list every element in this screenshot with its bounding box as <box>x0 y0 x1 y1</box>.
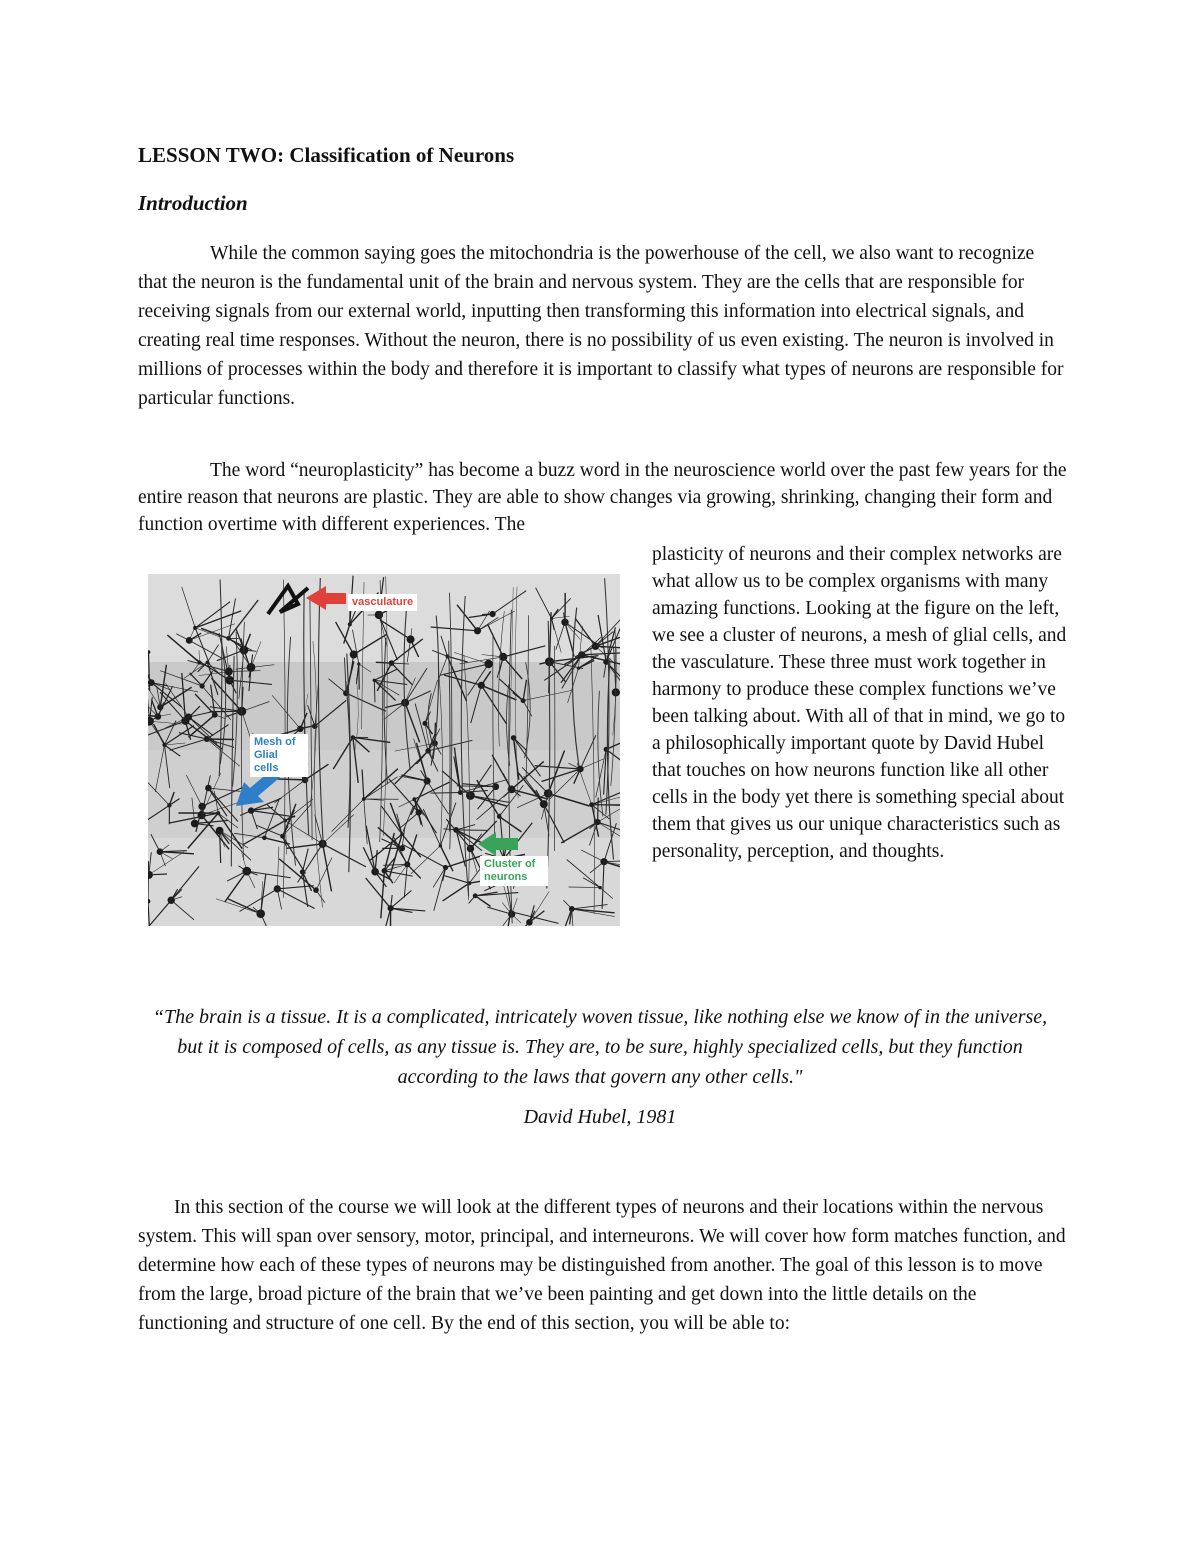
hubel-quote: “The brain is a tissue. It is a complicated, intricately woven tissue, like nothing else we know of in the universe, but it is composed of cells, as any tissue is. They are, to be sure, highly specialized cells, but they function according to the laws that govern any other cells." <box>152 1006 1048 1088</box>
lesson-title: LESSON TWO: Classification of Neurons <box>138 143 515 167</box>
section-overview-paragraph: In this section of the course we will look at the different types of neurons and their locations within the nervous system. This will span over sensory, motor, principal, and interneurons. We will cover how form matches function, and determine how each of these types of neurons may be distinguished from another. The goal of this lesson is to move from the large, broad picture of the brain that we’ve been painting and get down into the little details on the functioning and structure of one cell. By the end of this section, you will be able to: <box>138 1197 1066 1334</box>
vasculature-label: vasculature <box>348 594 417 611</box>
section-heading: Introduction <box>138 191 248 215</box>
neuroplasticity-paragraph-continued: plasticity of neurons and their complex networks are what allow us to be complex organisms with many amazing functions. Looking at the figure on the left, we see a cluster of neurons, a mesh of glial cells, and the vasculature. These three must work together in harmony to produce these complex functions we’ve been talking about. With all of that in mind, we go to a philosophically important quote by David Hubel that touches on how neurons function like all other cells in the body yet there is something special about them that gives us our unique characteristics such as personality, perception, and thoughts. <box>652 544 1067 862</box>
neuron-cluster-label: Cluster of neurons <box>480 856 548 886</box>
quote-attribution: David Hubel, 1981 <box>523 1106 677 1128</box>
glial-cells-label: Mesh of Glial cells <box>250 734 308 777</box>
intro-paragraph: While the common saying goes the mitochondria is the powerhouse of the cell, we also want to recognize that the neuron is the fundamental unit of the brain and nervous system. They are the cells that are responsible for receiving signals from our external world, inputting then transforming this information into electrical signals, and creating real time responses. Without the neuron, there is no possibility of us even existing. The neuron is involved in millions of processes within the body and therefore it is important to classify what types of neurons are responsible for particular functions. <box>138 243 1064 409</box>
neuron-micrograph-figure <box>148 574 620 926</box>
neuron-micrograph <box>148 574 620 926</box>
neuroplasticity-paragraph: The word “neuroplasticity” has become a buzz word in the neuroscience world over the past few years for the entire reason that neurons are plastic. They are able to show changes via growing, shrinking, changing their form and function overtime with different experiences. The <box>138 460 1067 535</box>
